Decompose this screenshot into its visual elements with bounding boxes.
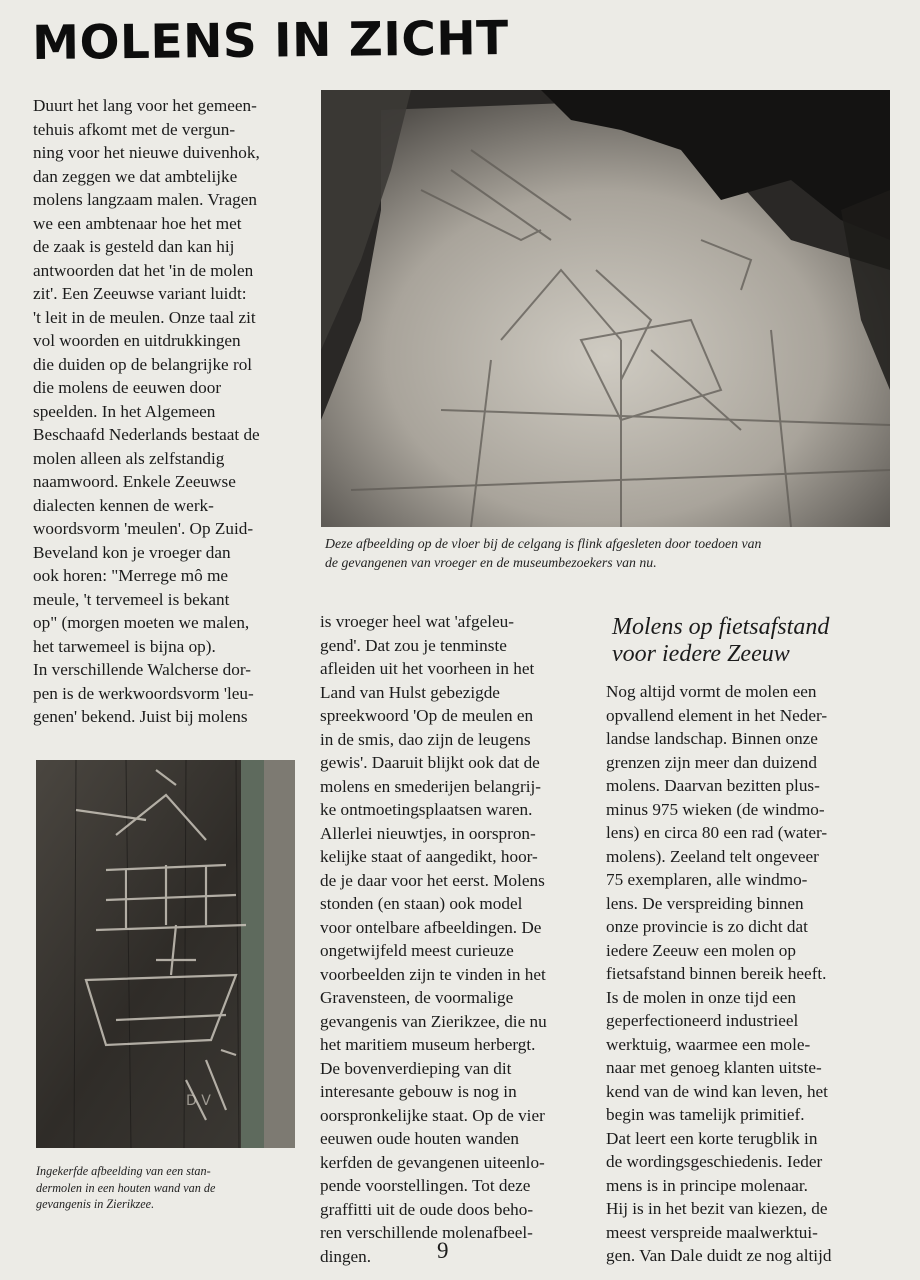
svg-text:D V: D V xyxy=(186,1093,211,1109)
carved-wall-caption: Ingekerfde afbeelding van een stan- dermolen in een houten wand van de gevangenis in Zierikzee. xyxy=(36,1164,216,1211)
article-column-3: Nog altijd vormt de molen een opvallend element in het Neder- landse landschap. Binnen onze grenzen zijn meer dan duizend molens. Daarvan bezitten plus- minus 975 wieken (de windmo- lens) en circa 80 een rad (water- molens). Zeeland telt ongeveer 75 exemplaren, alle windmo- lens. De verspreiding binnen onze provincie is zo dicht dat iedere Zeeuw een molen op fietsafstand binnen bereik heeft. Is de molen in onze tijd een geperfectioneerd industrieel werktuig, waarmee een mole- naar met genoeg klanten uitste- kend van de wind kan leven, het begin was tamelijk primitief. Dat leert een korte terugblik in de wordingsgeschiedenis. Ieder mens is in principe molenaar. Hij is in het bezit van kiezen, de meest verspreide maalwerktui- gen. Van Dale duidt ze nog altijd xyxy=(606,682,832,1265)
floor-engraving-photo xyxy=(321,90,890,527)
page-number: 9 xyxy=(437,1238,449,1263)
article-column-2: is vroeger heel wat 'afgeleu- gend'. Dat zou je tenminste afleiden uit het voorheen in het Land van Hulst gebezigde spreekwoord 'Op de meulen en in de smis, dao zijn de leugens gewis'. Daaruit blijkt ook dat de molens en smederijen belangrij- ke ontmoetingsplaatsen waren. Allerlei nieuwtjes, in oorspron- kelijke staat of aangedikt, hoor- de je daar voor het eerst. Molens stonden (en staan) ook model voor ontelbare afbeeldingen. De ongetwijfeld meest curieuze voorbeelden zijn te vinden in het Gravensteen, de voormalige gevangenis van Zierikzee, die nu het maritiem museum herbergt. De bovenverdieping van dit interesante gebouw is nog in oorspronkelijke staat. Op de vier eeuwen oude houten wanden kerfden de gevangenen uiteenlo- pende voorstellingen. Tot deze graffitti uit de oude doos beho- ren verschillende molenafbeel- dingen. xyxy=(320,612,547,1266)
floor-photo-caption: Deze afbeelding op de vloer bij de celgang is flink afgesleten door toedoen van de gevangenen van vroeger en de museumbezoekers van nu. xyxy=(325,536,762,570)
article-column-1: Duurt het lang voor het gemeen- tehuis afkomt met de vergun- ning voor het nieuwe duivenhok, dan zeggen we dat ambtelijke molens langzaam malen. Vragen we een ambtenaar hoe het met de zaak is gesteld dan kan hij antwoorden dat het 'in de molen zit'. Een Zeeuwse variant luidt: 't leit in de meulen. Onze taal zit vol woorden en uitdrukkingen die duiden op de belangrijke rol die molens de eeuwen door speelden. In het Algemeen Beschaafd Nederlands bestaat de molen alleen als zelfstandig naamwoord. Enkele Zeeuwse dialecten kennen de werk- woordsvorm 'meulen'. Op Zuid- Beveland kon je vroeger dan ook horen: "Merrege mô me meule, 't tervemeel is bekant op" (morgen moeten we malen, het tarwemeel is bijna op). In verschillende Walcherse dor- pen is de werkwoordsvorm 'leu- genen' bekend. Juist bij molens xyxy=(33,96,260,726)
section-heading: Molens op fietsafstand voor iedere Zeeuw xyxy=(612,614,830,667)
page-title: MOLENS IN ZICHT xyxy=(31,11,509,71)
carved-wall-photo xyxy=(36,760,295,1148)
